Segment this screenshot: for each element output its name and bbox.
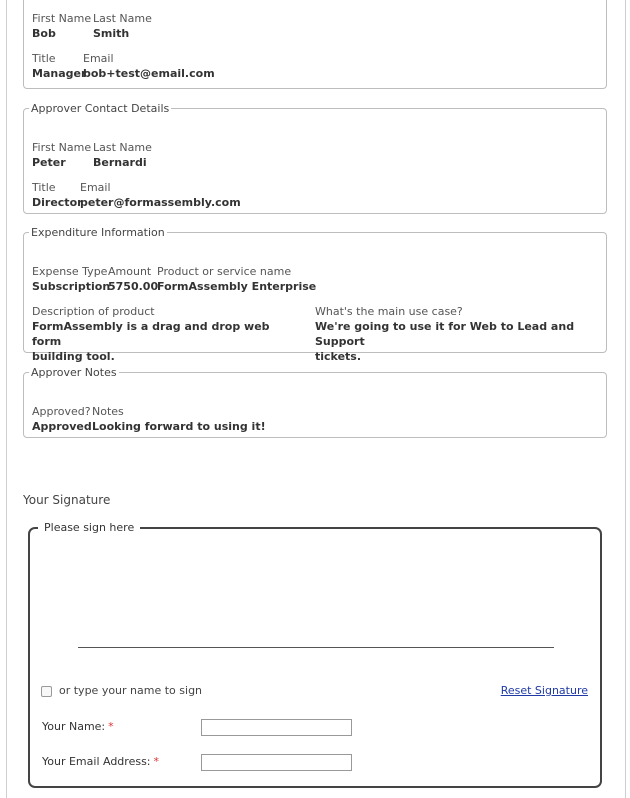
approved-field: [32, 404, 92, 434]
expenditure-legend: Expenditure Information: [31, 226, 165, 239]
expense-type-field: [32, 264, 110, 294]
signature-heading: Your Signature: [23, 493, 111, 507]
type-name-label: or type your name to sign: [59, 684, 203, 697]
title-label: Title: [32, 181, 56, 194]
last-name-value: Bernardi: [93, 156, 147, 169]
your-name-label: [42, 720, 114, 733]
your-email-label: [42, 755, 159, 768]
requester-title-field: [32, 51, 86, 81]
description-label: Description of product: [32, 305, 155, 318]
notes-value: Looking forward to using it!: [92, 420, 266, 433]
requester-first-name-field: [32, 11, 91, 41]
requester-last-name-field: [93, 11, 152, 41]
expense-type-label: Expense Type: [32, 265, 108, 278]
product-name-value: FormAssembly Enterprise: [157, 280, 317, 293]
description-value-line1: FormAssembly is a drag and drop web form: [32, 320, 270, 348]
signature-box-legend: Please sign here: [38, 520, 140, 536]
email-label: Email: [80, 181, 111, 194]
first-name-value: Peter: [32, 156, 66, 169]
reset-signature-link[interactable]: Reset Signature: [500, 684, 588, 697]
use-case-label: What's the main use case?: [315, 305, 463, 318]
notes-label: Notes: [92, 405, 124, 418]
your-email-label-text: Your Email Address:: [42, 755, 151, 768]
approver-contact-legend: Approver Contact Details: [31, 102, 170, 115]
required-marker: *: [153, 755, 160, 768]
notes-field: [92, 404, 266, 434]
last-name-label: Last Name: [93, 141, 152, 154]
use-case-field: [315, 304, 595, 364]
use-case-value-line1: We're going to use it for Web to Lead and Support: [315, 320, 575, 348]
your-email-input[interactable]: [201, 754, 352, 771]
approved-label: Approved?: [32, 405, 91, 418]
email-value: peter@formassembly.com: [80, 196, 241, 209]
required-marker: *: [108, 720, 114, 733]
approved-value: Approved: [32, 420, 92, 433]
first-name-label: First Name: [32, 12, 92, 25]
title-value: Manager: [32, 67, 87, 80]
description-value-line2: building tool.: [32, 350, 115, 363]
approver-contact-card: [23, 102, 607, 214]
amount-label: Amount: [108, 265, 152, 278]
product-name-label: Product or service name: [157, 265, 292, 278]
type-name-checkbox[interactable]: [41, 686, 52, 697]
signature-baseline: [78, 647, 554, 648]
email-label: Email: [83, 52, 114, 65]
last-name-value: Smith: [93, 27, 130, 40]
your-name-input[interactable]: [201, 719, 352, 736]
requester-contact-card: [23, 0, 607, 89]
first-name-label: First Name: [32, 141, 92, 154]
description-field: [32, 304, 297, 364]
signature-pad[interactable]: [30, 539, 600, 659]
approver-notes-card: [23, 366, 607, 438]
requester-email-field: [83, 51, 215, 81]
approver-last-name-field: [93, 140, 152, 170]
use-case-value-line2: tickets.: [315, 350, 362, 363]
expense-type-value: Subscription: [32, 280, 111, 293]
email-value: bob+test@email.com: [83, 67, 215, 80]
amount-field: [108, 264, 158, 294]
last-name-label: Last Name: [93, 12, 152, 25]
approver-first-name-field: [32, 140, 91, 170]
product-name-field: [157, 264, 316, 294]
title-label: Title: [32, 52, 56, 65]
approver-notes-legend: Approver Notes: [31, 366, 117, 379]
approver-email-field: [80, 180, 241, 210]
your-name-label-text: Your Name:: [42, 720, 106, 733]
amount-value: 5750.00: [108, 280, 159, 293]
first-name-value: Bob: [32, 27, 56, 40]
expenditure-card: [23, 226, 607, 363]
title-value: Director: [32, 196, 83, 209]
approver-title-field: [32, 180, 83, 210]
signature-box: [28, 521, 602, 788]
